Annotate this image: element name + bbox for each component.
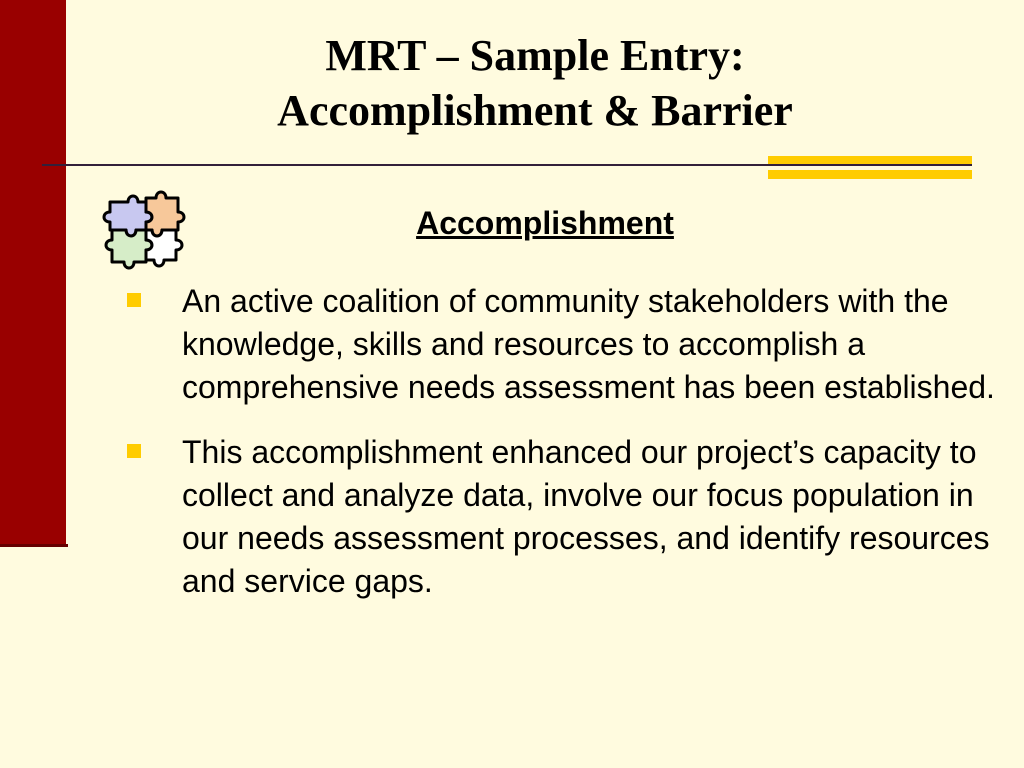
bullet-text-2: This accomplishment enhanced our project’s capacity to collect and analyze data, involve our focus population in our needs assessment processes, and identify resources and service gaps. — [182, 434, 990, 599]
accent-stripe-top — [768, 156, 972, 164]
square-bullet-icon — [127, 444, 141, 458]
bullet-item-2 — [122, 431, 1002, 603]
slide-title — [110, 28, 960, 138]
bullet-text-1: An active coalition of community stakeholders with the knowledge, skills and resources to accomplish a comprehensive needs assessment has been established. — [182, 283, 995, 405]
bullet-item-1 — [122, 280, 1002, 409]
title-divider — [42, 164, 972, 166]
bullet-list — [122, 280, 1002, 625]
left-accent-underline — [0, 544, 68, 547]
title-line-2: Accomplishment & Barrier — [277, 86, 793, 135]
section-subheading: Accomplishment — [416, 205, 674, 241]
title-line-1: MRT – Sample Entry: — [325, 31, 745, 80]
left-accent-bar — [0, 0, 66, 546]
puzzle-pieces-icon — [98, 176, 194, 274]
square-bullet-icon — [127, 293, 141, 307]
accent-stripe-bottom — [768, 170, 972, 179]
